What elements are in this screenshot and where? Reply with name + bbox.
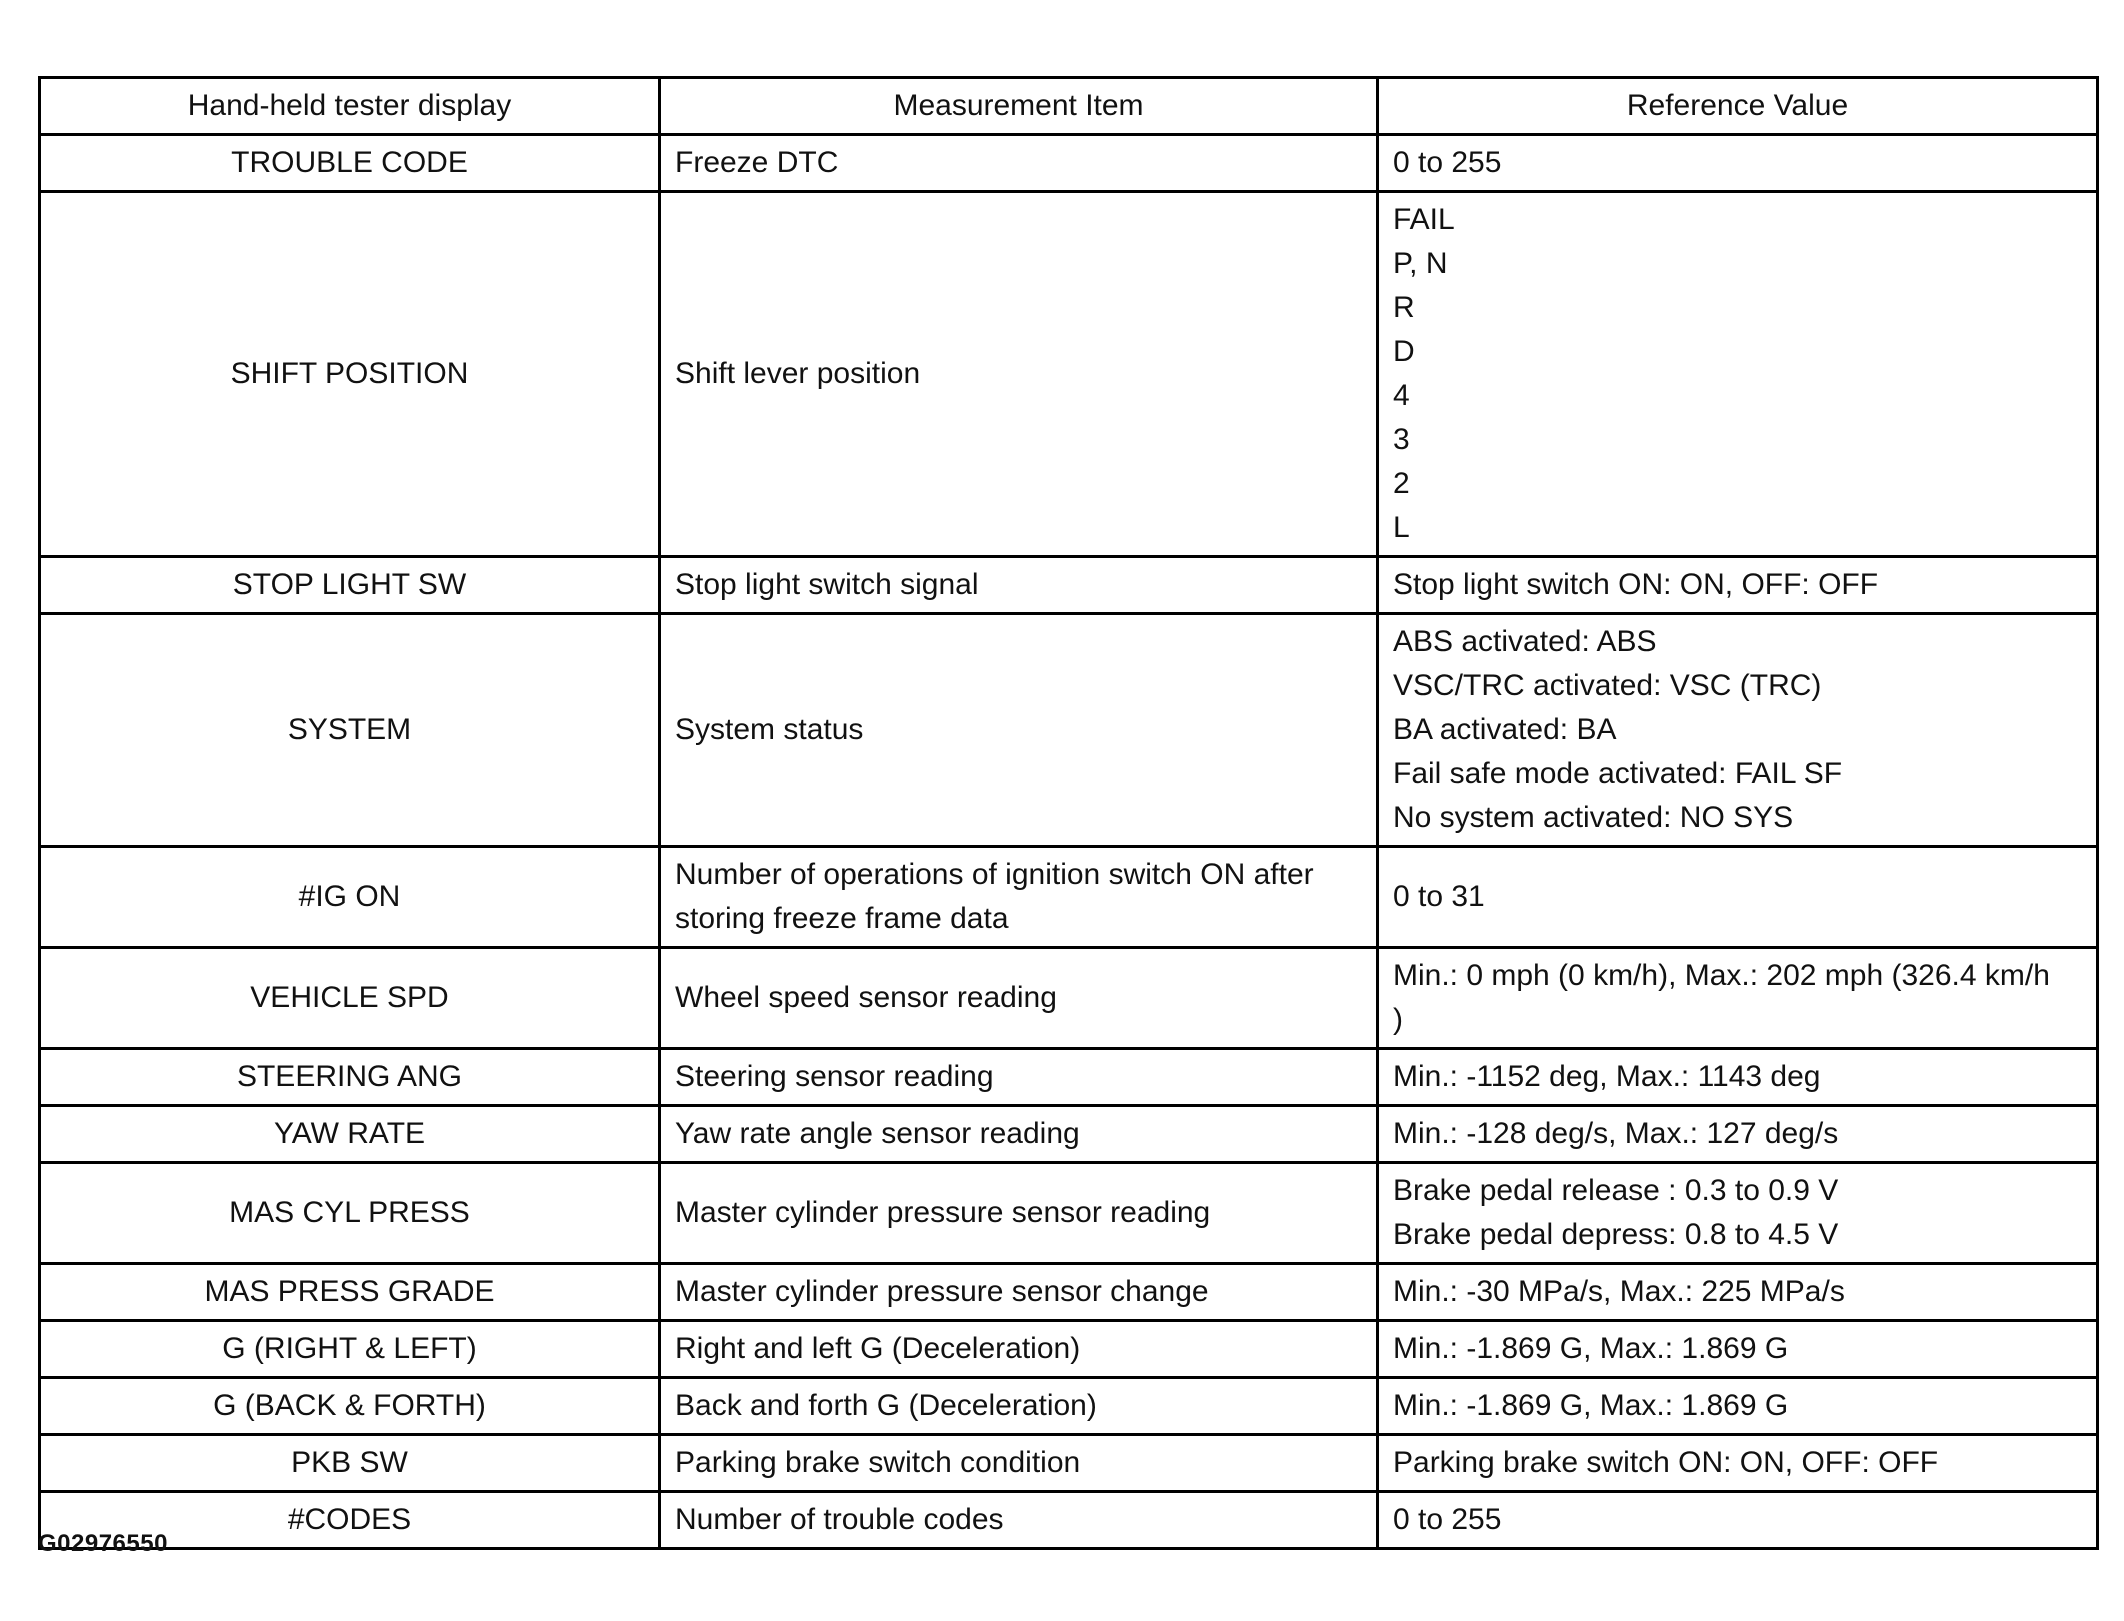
reference-value-line: BA activated: BA (1393, 713, 1617, 746)
reference-value-line: Min.: -128 deg/s, Max.: 127 deg/s (1393, 1117, 1839, 1150)
measurement-item-cell (660, 1264, 1378, 1321)
reference-value-cell (1378, 1435, 2098, 1492)
tester-display-cell: STOP LIGHT SW (40, 557, 660, 614)
reference-value-cell (1378, 1264, 2098, 1321)
table-row (40, 1163, 2098, 1264)
tester-display-cell: MAS PRESS GRADE (40, 1264, 660, 1321)
table-header-row (40, 78, 2098, 135)
measurement-item-line: Number of trouble codes (675, 1503, 1004, 1536)
table-row (40, 1106, 2098, 1163)
table-row (40, 192, 2098, 557)
header-tester-display: Hand-held tester display (40, 78, 660, 135)
measurement-item-cell (660, 1378, 1378, 1435)
reference-value-line: Fail safe mode activated: FAIL SF (1393, 757, 1843, 790)
reference-value-line: Min.: -1.869 G, Max.: 1.869 G (1393, 1389, 1789, 1422)
reference-value-cell (1378, 1106, 2098, 1163)
measurement-item-line: Shift lever position (675, 357, 921, 390)
measurement-item-cell (660, 847, 1378, 948)
measurement-item-cell (660, 557, 1378, 614)
reference-value-line: ) (1393, 1003, 1403, 1036)
table-body (40, 135, 2098, 1549)
reference-value-cell (1378, 192, 2098, 557)
table-row (40, 1321, 2098, 1378)
reference-value-line: Min.: 0 mph (0 km/h), Max.: 202 mph (326.4 km/h (1393, 959, 2050, 992)
reference-value-cell (1378, 1049, 2098, 1106)
reference-value-cell (1378, 557, 2098, 614)
tester-display-cell: #CODES (40, 1492, 660, 1549)
reference-value-line: D (1393, 335, 1415, 368)
reference-value-line: Min.: -30 MPa/s, Max.: 225 MPa/s (1393, 1275, 1845, 1308)
measurement-item-line: Master cylinder pressure sensor reading (675, 1196, 1211, 1229)
table-row (40, 1049, 2098, 1106)
reference-value-line: Min.: -1152 deg, Max.: 1143 deg (1393, 1060, 1821, 1093)
reference-value-line: 2 (1393, 467, 1410, 500)
tester-display-cell: MAS CYL PRESS (40, 1163, 660, 1264)
data-list-table (38, 76, 2099, 1550)
reference-value-cell (1378, 847, 2098, 948)
tester-display-cell: PKB SW (40, 1435, 660, 1492)
measurement-item-cell (660, 1163, 1378, 1264)
reference-value-cell (1378, 1321, 2098, 1378)
reference-value-line: Brake pedal release : 0.3 to 0.9 V (1393, 1174, 1839, 1207)
table-row (40, 948, 2098, 1049)
reference-value-line: ABS activated: ABS (1393, 625, 1657, 658)
measurement-item-cell (660, 614, 1378, 847)
measurement-item-line: Right and left G (Deceleration) (675, 1332, 1081, 1365)
measurement-item-line: storing freeze frame data (675, 902, 1009, 935)
measurement-item-cell (660, 135, 1378, 192)
figure-id: G02976550 (38, 1530, 168, 1557)
table-row (40, 847, 2098, 948)
header-reference-value: Reference Value (1378, 78, 2098, 135)
reference-value-line: R (1393, 291, 1415, 324)
tester-display-cell: STEERING ANG (40, 1049, 660, 1106)
table-row (40, 1264, 2098, 1321)
table-row (40, 614, 2098, 847)
tester-display-cell: SHIFT POSITION (40, 192, 660, 557)
tester-display-cell: TROUBLE CODE (40, 135, 660, 192)
table-row (40, 1378, 2098, 1435)
reference-value-cell (1378, 135, 2098, 192)
measurement-item-line: Back and forth G (Deceleration) (675, 1389, 1097, 1422)
reference-value-cell (1378, 1492, 2098, 1549)
measurement-item-line: Stop light switch signal (675, 568, 979, 601)
measurement-item-line: Steering sensor reading (675, 1060, 994, 1093)
reference-value-line: 3 (1393, 423, 1410, 456)
reference-value-line: 0 to 31 (1393, 880, 1485, 913)
reference-value-cell (1378, 1378, 2098, 1435)
reference-value-line: Brake pedal depress: 0.8 to 4.5 V (1393, 1218, 1839, 1251)
reference-value-line: 0 to 255 (1393, 146, 1502, 179)
table-row (40, 135, 2098, 192)
reference-value-line: No system activated: NO SYS (1393, 801, 1794, 834)
measurement-item-cell (660, 1106, 1378, 1163)
header-measurement-item: Measurement Item (660, 78, 1378, 135)
tester-display-cell: G (RIGHT & LEFT) (40, 1321, 660, 1378)
measurement-item-cell (660, 1321, 1378, 1378)
measurement-item-line: Master cylinder pressure sensor change (675, 1275, 1209, 1308)
table-row (40, 557, 2098, 614)
measurement-item-cell (660, 948, 1378, 1049)
tester-display-cell: SYSTEM (40, 614, 660, 847)
reference-value-line: Parking brake switch ON: ON, OFF: OFF (1393, 1446, 1939, 1479)
reference-value-line: Min.: -1.869 G, Max.: 1.869 G (1393, 1332, 1789, 1365)
measurement-item-line: Number of operations of ignition switch ON after (675, 858, 1314, 891)
tester-display-cell: VEHICLE SPD (40, 948, 660, 1049)
measurement-item-line: Parking brake switch condition (675, 1446, 1081, 1479)
data-list-table-container (38, 76, 2096, 1550)
measurement-item-cell (660, 192, 1378, 557)
tester-display-cell: G (BACK & FORTH) (40, 1378, 660, 1435)
measurement-item-cell (660, 1049, 1378, 1106)
tester-display-cell: YAW RATE (40, 1106, 660, 1163)
reference-value-line: L (1393, 511, 1410, 544)
reference-value-line: P, N (1393, 247, 1448, 280)
table-row (40, 1435, 2098, 1492)
reference-value-line: 4 (1393, 379, 1410, 412)
measurement-item-cell (660, 1492, 1378, 1549)
reference-value-line: FAIL (1393, 203, 1455, 236)
reference-value-cell (1378, 614, 2098, 847)
reference-value-line: 0 to 255 (1393, 1503, 1502, 1536)
measurement-item-line: Wheel speed sensor reading (675, 981, 1057, 1014)
reference-value-line: Stop light switch ON: ON, OFF: OFF (1393, 568, 1879, 601)
reference-value-cell (1378, 948, 2098, 1049)
reference-value-line: VSC/TRC activated: VSC (TRC) (1393, 669, 1822, 702)
measurement-item-line: Yaw rate angle sensor reading (675, 1117, 1080, 1150)
tester-display-cell: #IG ON (40, 847, 660, 948)
reference-value-cell (1378, 1163, 2098, 1264)
measurement-item-line: System status (675, 713, 864, 746)
measurement-item-line: Freeze DTC (675, 146, 839, 179)
table-row (40, 1492, 2098, 1549)
measurement-item-cell (660, 1435, 1378, 1492)
